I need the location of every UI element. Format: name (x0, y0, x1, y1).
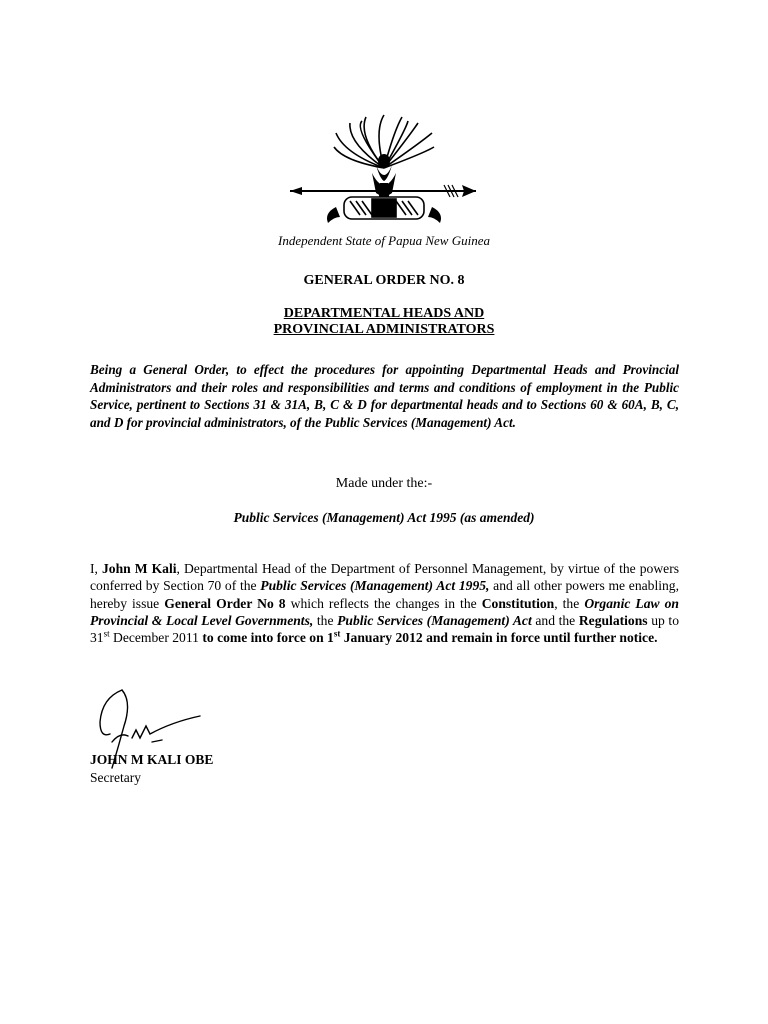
signatory-title: Secretary (90, 770, 141, 785)
order-reference: General Order No 8 (164, 595, 286, 611)
act-reference: Public Services (Management) Act (337, 612, 532, 628)
body-text: December 2011 (109, 630, 203, 646)
body-text: and all other powers me enabling, hereby issue (90, 578, 679, 611)
effective-date-text: to come into force on 1 (202, 630, 334, 646)
constitution-reference: Constitution (481, 595, 555, 611)
act-reference: Public Services (Management) Act 1995, (260, 578, 490, 594)
body-text: the (313, 612, 338, 628)
body-text: , Departmental Head of the Department of Personnel Management, by virtue of the powers conferred by Section 70 of the (90, 561, 680, 594)
organic-law-reference: Organic Law on Provincial & Local Level Governments, (90, 595, 679, 628)
ordinal-suffix: st (103, 628, 110, 639)
effective-date-text: January 2012 and remain in force until further notice. (340, 630, 658, 646)
body-text: I, (90, 561, 102, 576)
act-title: Public Services (Management) Act 1995 (as amended) (233, 510, 535, 525)
ordinal-suffix: st (333, 628, 341, 639)
issuer-name: John M Kali (101, 561, 177, 576)
body-text: up to 31 (90, 612, 679, 646)
state-name: Independent State of Papua New Guinea (278, 233, 490, 248)
general-order-number: GENERAL ORDER NO. 8 (303, 273, 465, 288)
issuance-paragraph (90, 560, 679, 646)
body-text: and the (531, 612, 579, 628)
signatory-name: JOHN M KALI OBE (90, 752, 214, 767)
regulations-reference: Regulations (578, 612, 648, 628)
preamble-paragraph: Being a General Order, to effect the procedures for appointing Departmental Heads and Provincial Administrators and their roles and responsibilities and terms and conditions of employment in the Public Service, pertinent to Sections 31 & 31A, B, C & D for departmental heads and to Sections 60 & 60A, B, C, and D for provincial administrators, of the Public Services (Management) Act. (90, 362, 679, 430)
heading-line-1: DEPARTMENTAL HEADS AND (283, 306, 485, 321)
body-text: , the (554, 595, 585, 611)
png-national-emblem (284, 113, 484, 233)
document-heading (0, 306, 768, 338)
made-under-line: Made under the:- (335, 476, 433, 491)
bird-of-paradise-emblem-icon (284, 113, 484, 233)
body-text: which reflects the changes in the (285, 595, 482, 611)
heading-line-2: PROVINCIAL ADMINISTRATORS (273, 322, 495, 337)
